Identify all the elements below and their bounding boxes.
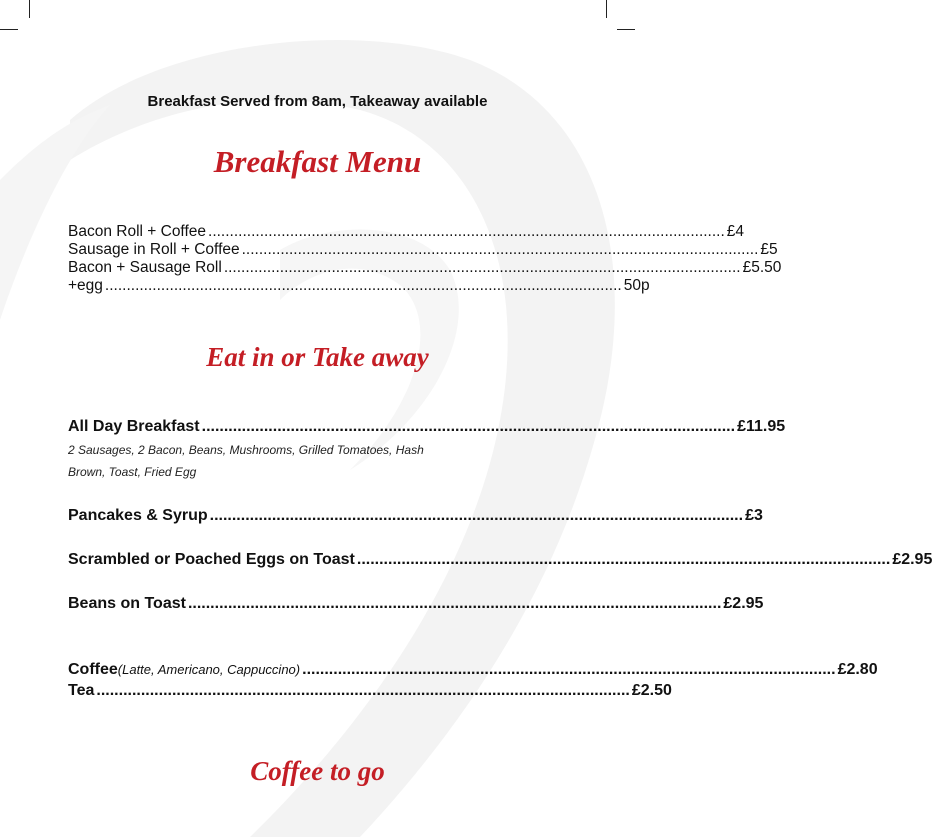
item-name: Bacon + Sausage Roll xyxy=(68,259,222,276)
item-price: £2.80 xyxy=(837,661,878,678)
item-price: £5 xyxy=(760,241,778,258)
leader-dots: ........................................................................................................................ xyxy=(201,418,736,435)
crop-mark-left-vertical xyxy=(29,0,30,18)
item-price: £5.50 xyxy=(742,259,782,276)
crop-mark-right-horizontal xyxy=(617,29,635,30)
item-name: +egg xyxy=(68,277,103,294)
item-name: All Day Breakfast xyxy=(68,418,200,435)
menu-item-coffee xyxy=(68,660,878,680)
crop-mark-right-vertical xyxy=(606,0,607,18)
item-name: Pancakes & Syrup xyxy=(68,507,208,524)
item-price: £2.50 xyxy=(631,682,672,699)
menu-item-beans-on-toast xyxy=(68,594,764,614)
item-price: 50p xyxy=(623,277,650,294)
heading-coffee-to-go: Coffee to go xyxy=(250,756,385,786)
item-name: Bacon Roll + Coffee xyxy=(68,223,207,240)
item-price: £11.95 xyxy=(737,418,786,435)
item-price: £2.95 xyxy=(723,595,764,612)
coffee-varieties-note: (Latte, Americano, Cappuccino) xyxy=(117,662,301,677)
item-price: £3 xyxy=(745,507,763,524)
leader-dots: ........................................................................................................................ xyxy=(209,507,744,524)
leader-dots: ........................................................................................................................ xyxy=(356,551,891,568)
crop-mark-left-horizontal xyxy=(0,29,18,30)
leader-dots: ........................................................................................................................ xyxy=(302,661,836,678)
heading-eat-in-or-take-away: Eat in or Take away xyxy=(206,342,429,372)
menu-item-egg xyxy=(68,277,650,294)
item-name: Beans on Toast xyxy=(68,595,186,612)
item-price: £2.95 xyxy=(892,551,932,568)
menu-item-eggs-on-toast xyxy=(68,550,932,570)
item-name: Coffee xyxy=(68,661,118,678)
item-name: Sausage in Roll + Coffee xyxy=(68,241,240,258)
item-name: Tea xyxy=(68,682,95,699)
leader-dots: ........................................................................................................................ xyxy=(187,595,722,612)
leader-dots: ........................................................................................................................ xyxy=(241,241,759,258)
all-day-breakfast-description-line-2: Brown, Toast, Fried Egg xyxy=(68,465,197,479)
leader-dots: ........................................................................................................................ xyxy=(96,682,630,699)
tagline: Breakfast Served from 8am, Takeaway available xyxy=(147,93,488,110)
menu-item-bacon-roll-coffee xyxy=(68,223,745,240)
item-name: Scrambled or Poached Eggs on Toast xyxy=(68,551,355,568)
all-day-breakfast-description-line-1: 2 Sausages, 2 Bacon, Beans, Mushrooms, Grilled Tomatoes, Hash xyxy=(68,443,424,457)
leader-dots: ........................................................................................................................ xyxy=(104,277,622,294)
menu-item-all-day-breakfast xyxy=(68,417,786,437)
menu-item-pancakes xyxy=(68,506,763,526)
item-price: £4 xyxy=(726,223,745,240)
leader-dots: ........................................................................................................................ xyxy=(208,223,725,240)
leader-dots: ........................................................................................................................ xyxy=(223,259,741,276)
heading-breakfast-menu: Breakfast Menu xyxy=(213,144,422,179)
menu-item-bacon-sausage-roll xyxy=(68,259,782,276)
menu-item-tea xyxy=(68,681,672,701)
menu-item-sausage-roll-coffee xyxy=(68,241,778,258)
